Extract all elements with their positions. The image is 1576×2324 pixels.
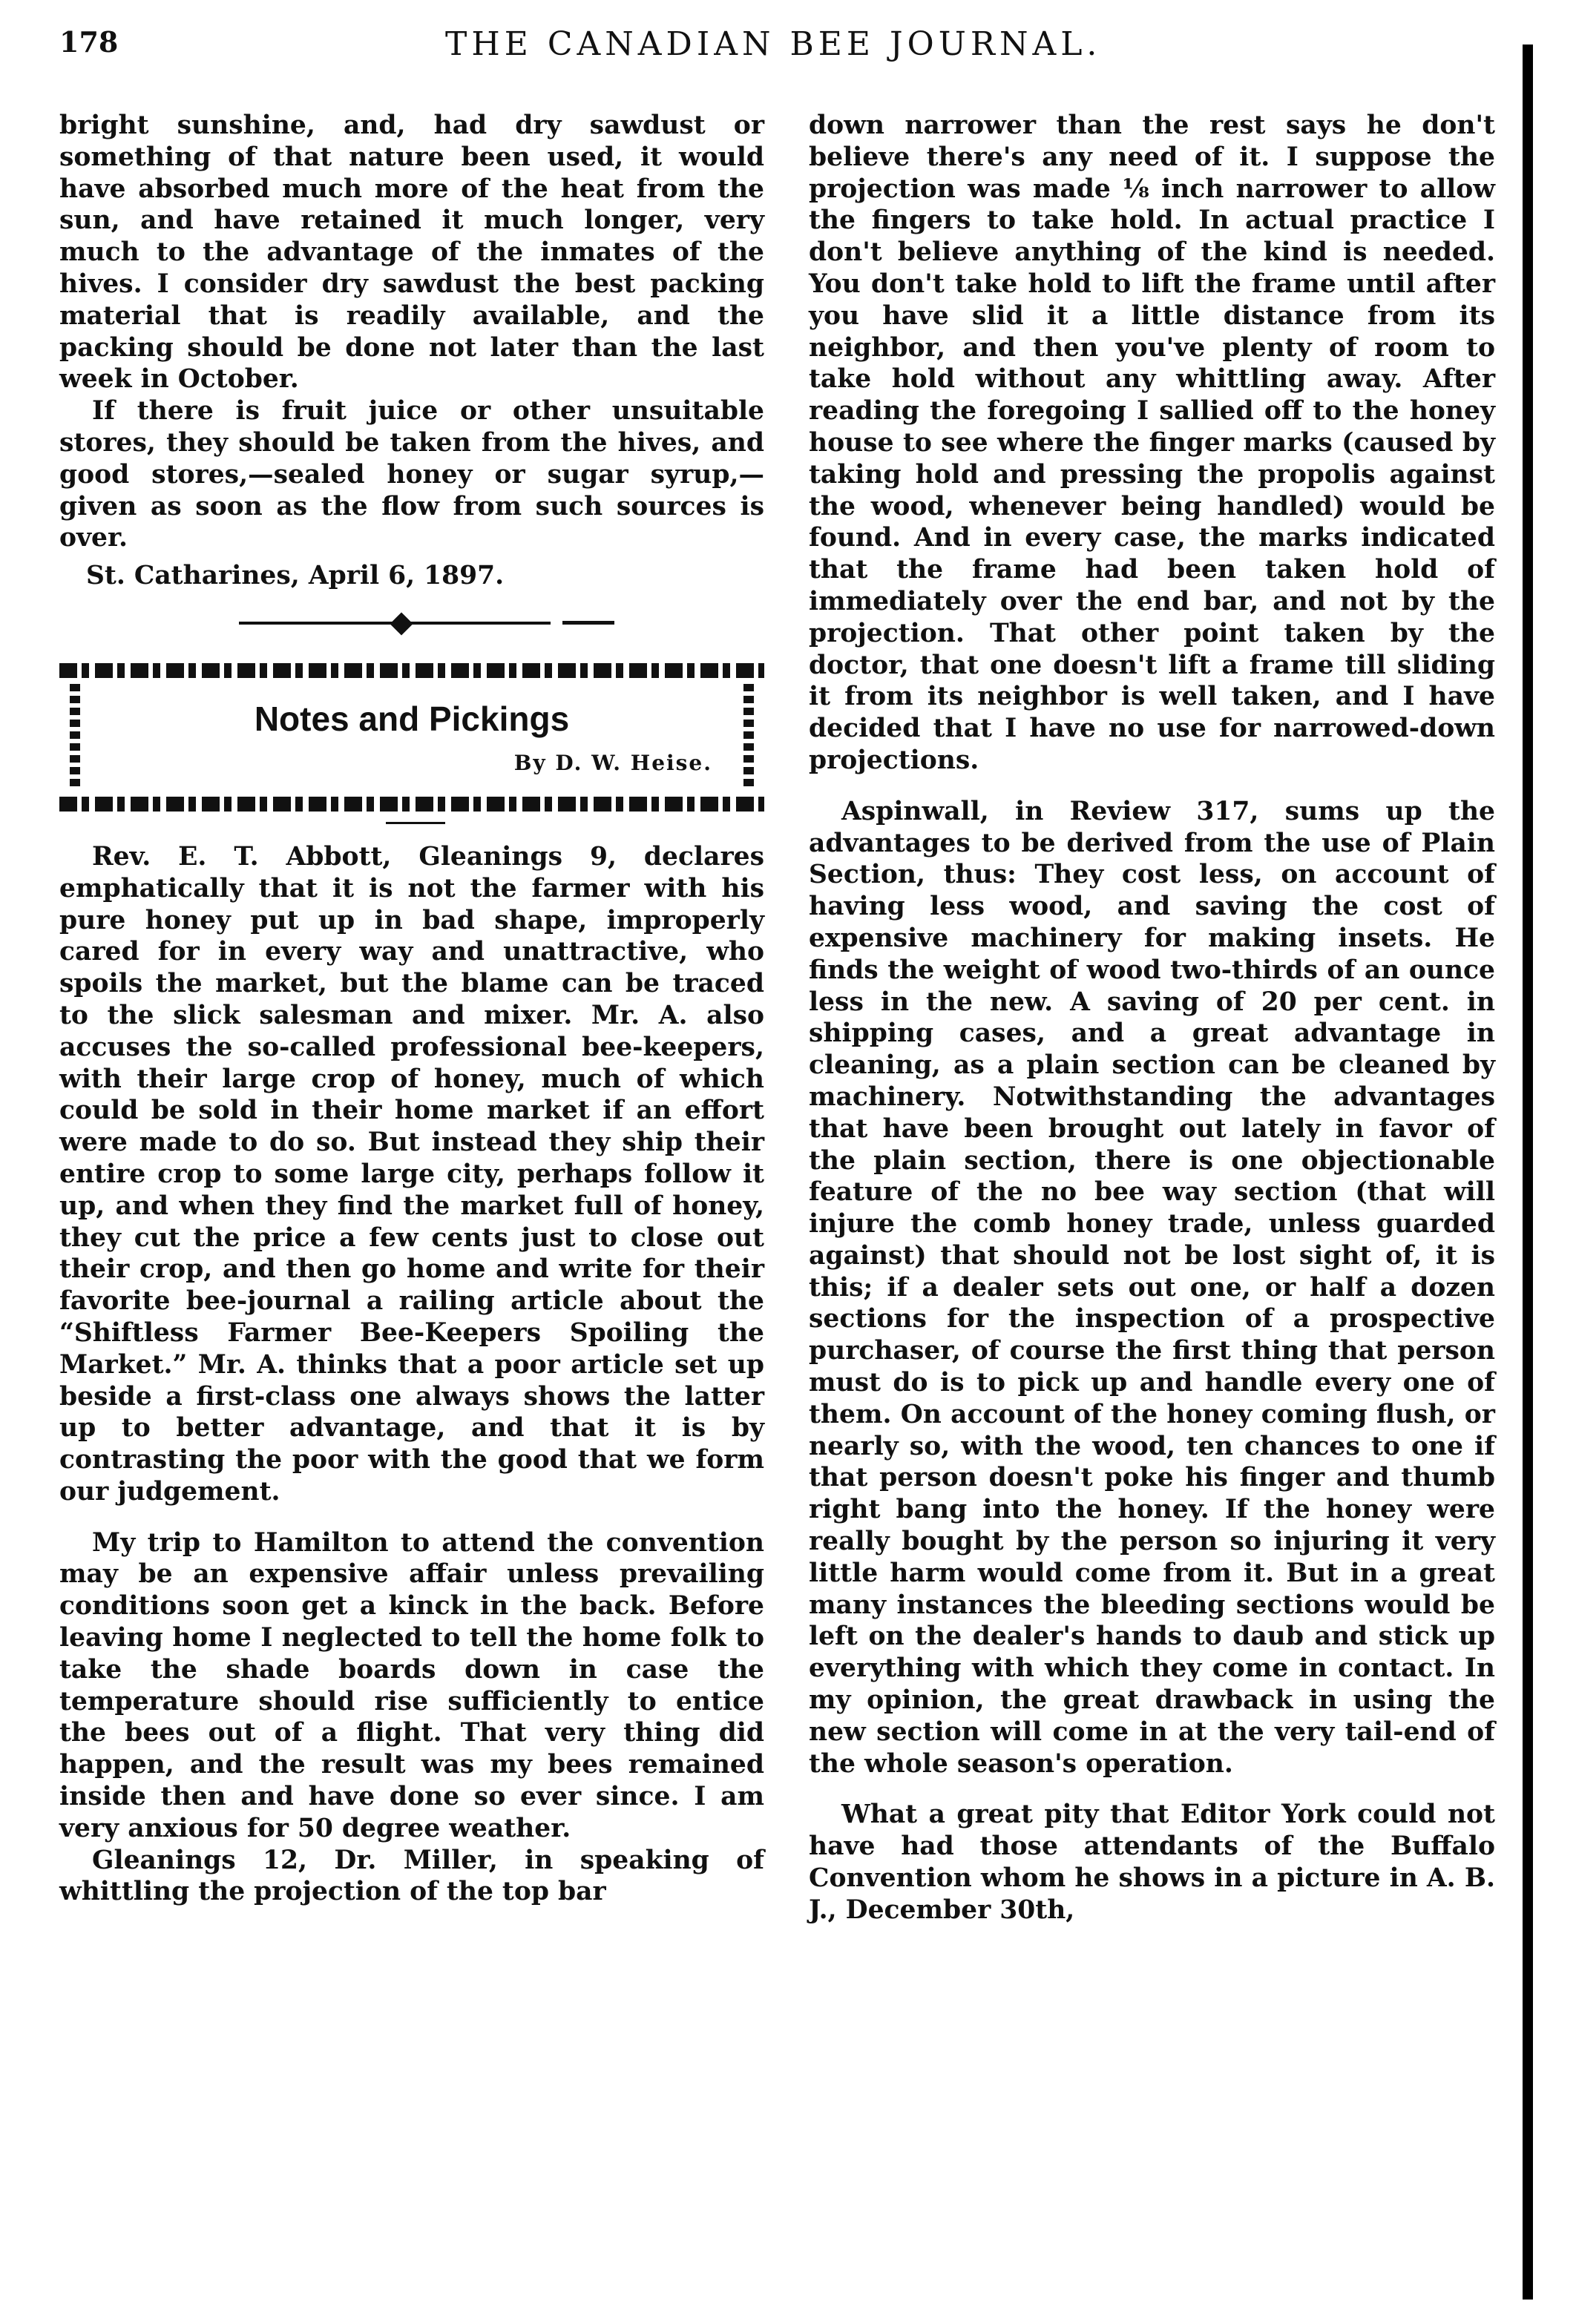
right-paragraph-1: down narrower than the rest says he don't believe there's any need of it. I suppose the projection was made ⅛ inch narrower to allow the fingers to take hold. In actual practice I don't believe anything of the kind is needed. You don't take hold to lift the frame until after you have slid it a little distance from its neighbor, and then you've plenty of room to take hold without any whittling away. After reading the foregoing I sallied off to the honey house to see where the finger marks (caused by taking hold and pressing the propolis against the wood, whenever being handled) would be found. And in every case, the marks indicated that the frame had been taken hold of immediately over the end bar, and not by the projection. That other point taken by the doctor, that one doesn't lift a frame till sliding it from its neighbor is well taken, and I have decided that I have no use for narrowed-down projections. [809, 111, 1495, 775]
journal-title: THE CANADIAN BEE JOURNAL. [445, 25, 1102, 63]
left-paragraph-4: My trip to Hamilton to attend the convention may be an expensive affair unless prevailing conditions soon get a kinck in the back. Before leaving home I neglected to tell the home folk to take the shade boards down in case the temperature should rise sufficiently to entice the bees out of a flight. That very thing did happen, and the result was my bees remained inside then and have done so ever since. I am very anxious for 50 degree weather. [59, 1527, 764, 1843]
ornamental-border-bottom [59, 797, 764, 812]
section-author: By D. W. Heise. [513, 750, 712, 775]
right-paragraph-2: Aspinwall, in Review 317, sums up the advantages to be derived from the use of Plain Section, thus: They cost less, on account of having less wood, and saving the cost of expensive machinery for making insets. He finds the weight of wood two-thirds of an ounce less in the new. A saving of 20 per cent. in shipping cases, and a great advantage in cleaning, as a plain section can be cleaned by machinery. Notwithstanding the advantages that have been brought out lately in favor of the plain section, there is one objectionable feature of the no bee way section (that will injure the comb honey trade, unless guarded against) that should not be lost sight of, it is this; if a dealer sets out one, or half a dozen sections for the inspection of a prospective purchaser, of course the first thing that person must do is to pick up and handle every one of them. On account of the honey coming flush, or nearly so, with the wood, ten chances to one if that person doesn't poke his finger and thumb right bang into the honey. If the honey were really bought by the person so injuring it very little harm would come from it. But in a great many instances the bleeding sections would be left on the dealer's hands to daub and stick up everything with which they come in contact. In my opinion, the great drawback in using the new section will come in at the very tail-end of the whole season's operation. [809, 796, 1495, 1779]
left-paragraph-2: If there is fruit juice or other unsuitable stores, they should be taken from the hives, and good stores,—sealed honey or sugar syrup,—given as soon as the flow from such sources is over. [59, 396, 764, 553]
left-paragraph-1: bright sunshine, and, had dry sawdust or something of that nature been used, it would have absorbed much more of the heat from the sun, and have retained it much longer, very much to the advantage of the inmates of the hives. I consider dry sawdust the best packing material that is readily available, and the packing should be done not later than the last week in October. [59, 111, 764, 395]
scan-edge-shadow [1523, 45, 1533, 2300]
short-divider [59, 812, 764, 841]
section-title: Notes and Pickings [254, 699, 570, 738]
left-paragraph-5: Gleanings 12, Dr. Miller, in speaking of whittling the projection of the top bar [59, 1845, 764, 1907]
right-column [809, 110, 1495, 1926]
left-column [59, 110, 764, 1908]
right-paragraph-3: What a great pity that Editor York could not have had those attendants of the Buffalo Convention whom he shows in a picture in A. B. J., December 30th, [809, 1800, 1495, 1925]
article-dateline: St. Catharines, April 6, 1897. [86, 561, 505, 591]
ornamental-border-top [59, 663, 764, 678]
left-paragraph-3: Rev. E. T. Abbott, Gleanings 9, declares emphatically that it is not the farmer with his pure honey put up in bad shape, improperly cared for in every way and unattractive, who spoils the market, but the blame can be traced to the slick salesman and mixer. Mr. A. also accuses the so-called professional bee-keepers, with their large crop of honey, much of which could be sold in their home market if an effort were made to do so. But instead they ship their entire crop to some large city, perhaps follow it up, and when they find the market full of honey, they cut the price a few cents just to close out their crop, and then go home and write for their favorite bee-journal a railing article about the “Shiftless Farmer Bee-Keepers Spoiling the Market.” Mr. A. thinks that a poor article set up beside a first-class one always shows the latter up to better advantage, and that it is by contrasting the poor with the good that we form our judgement. [59, 841, 764, 1507]
ornamental-divider [59, 607, 764, 636]
notes-and-pickings-heading-box [59, 663, 764, 812]
page-number: 178 [59, 25, 119, 59]
page-header [59, 25, 1484, 70]
